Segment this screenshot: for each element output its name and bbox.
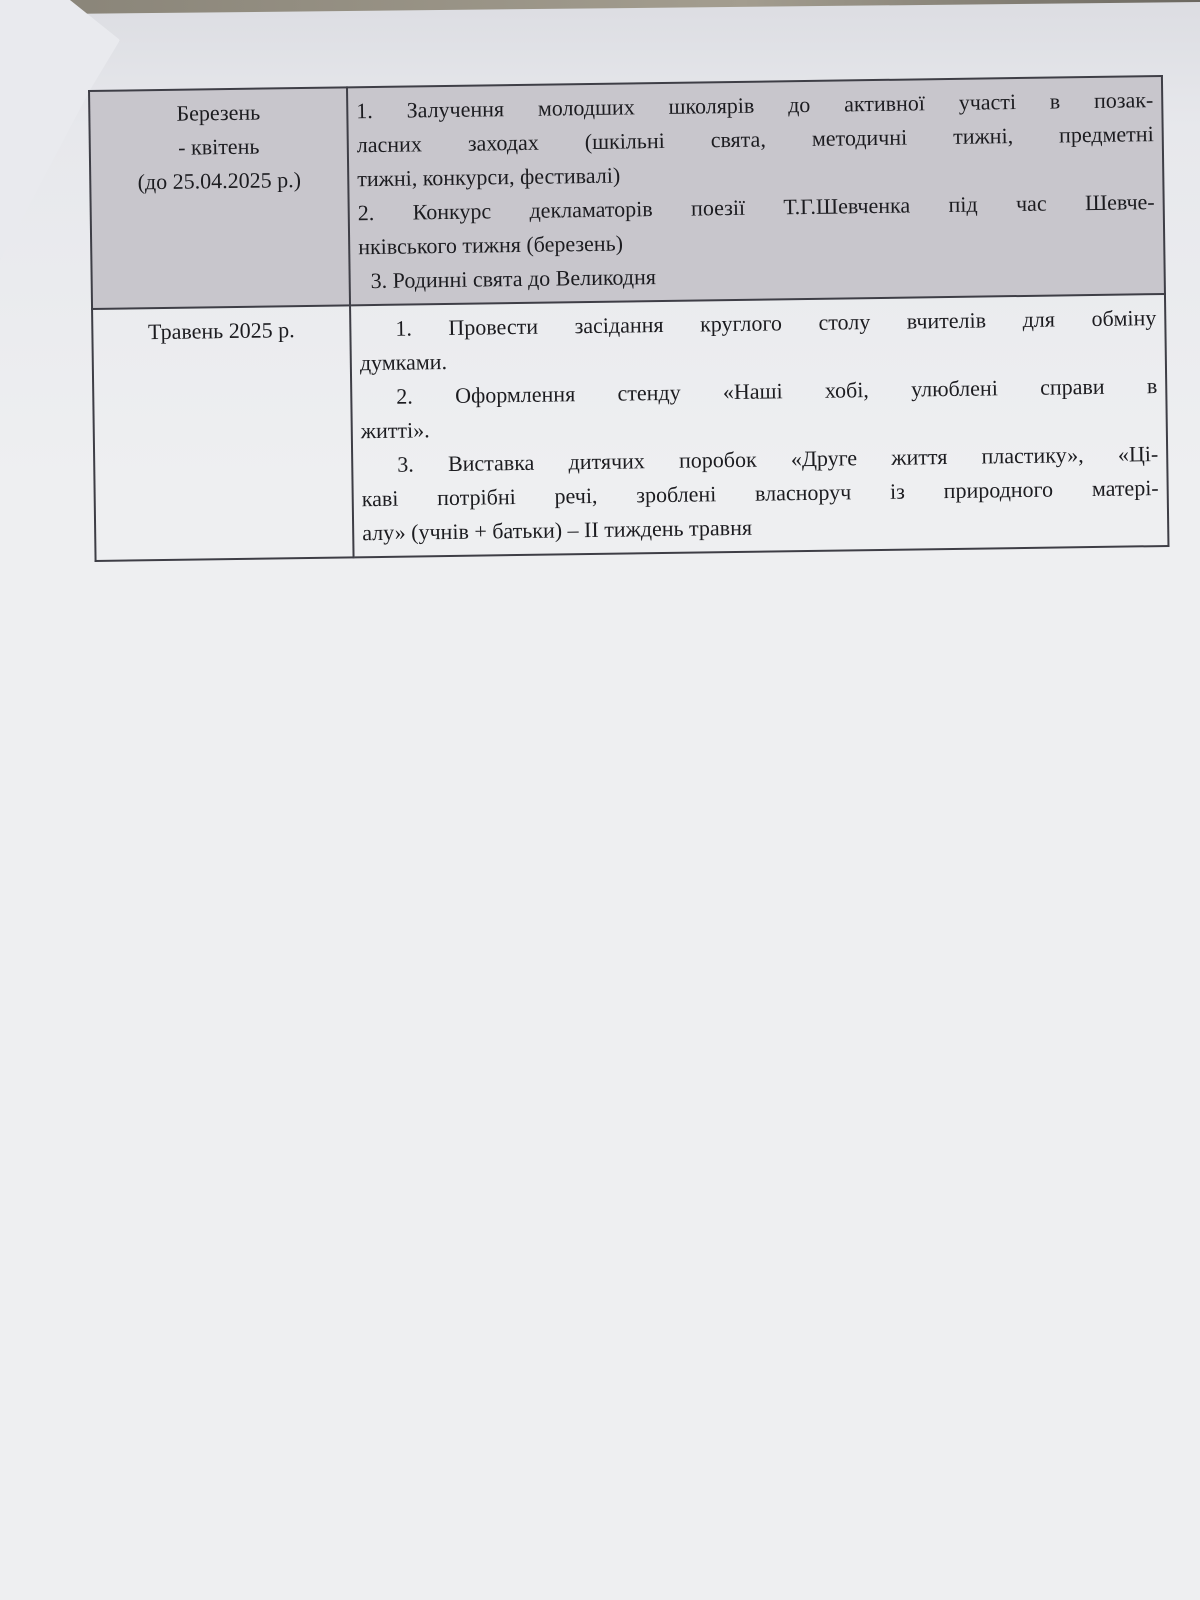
activity-line: 1. Провести засідання круглого столу вчителів для обміну	[395, 305, 1157, 341]
table-row	[89, 76, 1165, 309]
period-line: Травень 2025 р.	[147, 317, 295, 345]
activity-plan-table	[88, 75, 1169, 562]
activity-line: нківського тижня (березень)	[358, 230, 624, 260]
activity-line: думками.	[359, 349, 448, 376]
activity-line: 2. Конкурс декламаторів поезії Т.Г.Шевченка під час Шевче-	[357, 189, 1155, 226]
period-line: - квітень	[178, 133, 260, 160]
activity-line: тижні, конкурси, фестивалі)	[357, 162, 621, 192]
activity-line: 3. Виставка дитячих поробок «Друге життя пластику», «Ці-	[397, 441, 1159, 477]
activities-cell	[347, 76, 1165, 305]
activity-line: 1. Залучення молодших школярів до активної участі в позак-	[356, 87, 1154, 124]
table-row	[92, 294, 1168, 561]
activity-line: 2. Оформлення стенду «Наші хобі, улюблені справи в	[396, 373, 1158, 409]
period-cell	[92, 305, 353, 561]
activities-cell	[350, 294, 1168, 557]
period-line: Березень	[176, 99, 261, 126]
period-cell	[89, 87, 350, 309]
activity-line: 3. Родинні свята до Великодня	[370, 264, 657, 294]
activity-line: ласних заходах (шкільні свята, методичні тижні, предметні	[356, 121, 1154, 158]
activity-line: каві потрібні речі, зроблені власноруч із природного матері-	[361, 475, 1159, 512]
period-line: (до 25.04.2025 р.)	[137, 167, 302, 195]
activity-line: алу» (учнів + батьки) – ІІ тиждень травня	[362, 514, 753, 546]
activity-line: житті».	[360, 417, 430, 444]
